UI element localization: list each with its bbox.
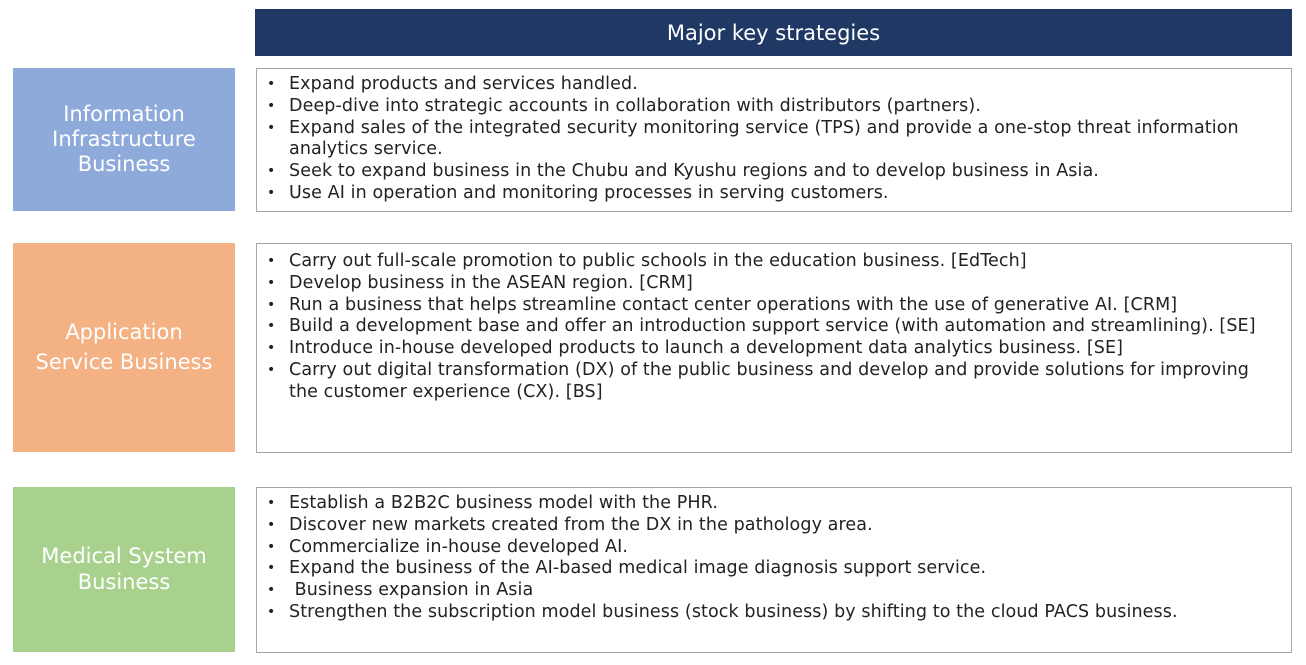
info-infra-label-box bbox=[13, 68, 235, 211]
info-infra-list bbox=[267, 74, 1279, 205]
strategies-header bbox=[255, 9, 1292, 56]
strategy-item: • Seek to expand business in the Chubu and Kyushu regions and to develop business in Asia. bbox=[267, 161, 1279, 183]
strategy-item: • Discover new markets created from the DX in the pathology area. bbox=[267, 515, 1279, 537]
medical-label-box bbox=[13, 487, 235, 652]
info-infra-label: Information Infrastructure Business bbox=[52, 101, 196, 177]
medical-strategies bbox=[256, 487, 1292, 653]
app-service-label: Application Service Business bbox=[35, 320, 213, 374]
header-title: Major key strategies bbox=[666, 20, 881, 45]
strategy-item: • Expand sales of the integrated security monitoring service (TPS) and provide a one-stop threat information analytics service. bbox=[267, 118, 1279, 162]
app-service-label-box bbox=[13, 243, 235, 452]
strategy-item: • Business expansion in Asia bbox=[267, 580, 1279, 602]
app-service-list bbox=[267, 251, 1279, 404]
strategy-item: • Carry out full-scale promotion to public schools in the education business. [EdTech] bbox=[267, 251, 1279, 273]
strategy-item: • Expand the business of the AI-based medical image diagnosis support service. bbox=[267, 558, 1279, 580]
strategy-item: • Introduce in-house developed products to launch a development data analytics business. [SE] bbox=[267, 338, 1279, 360]
medical-list bbox=[267, 493, 1279, 624]
strategy-item: • Run a business that helps streamline contact center operations with the use of generative AI. [CRM] bbox=[267, 295, 1279, 317]
strategy-item: • Establish a B2B2C business model with the PHR. bbox=[267, 493, 1279, 515]
app-service-strategies bbox=[256, 243, 1292, 453]
strategy-item: • Develop business in the ASEAN region. [CRM] bbox=[267, 273, 1279, 295]
medical-label: Medical System Business bbox=[41, 544, 207, 594]
strategy-item: • Carry out digital transformation (DX) of the public business and develop and provide solutions for improving the customer experience (CX). [BS] bbox=[267, 360, 1279, 404]
strategy-item: • Commercialize in-house developed AI. bbox=[267, 537, 1279, 559]
info-infra-strategies bbox=[256, 68, 1292, 212]
strategy-item: • Build a development base and offer an introduction support service (with automation and streamlining). [SE] bbox=[267, 316, 1279, 338]
strategy-item: • Use AI in operation and monitoring processes in serving customers. bbox=[267, 183, 1279, 205]
strategy-item: • Deep-dive into strategic accounts in collaboration with distributors (partners). bbox=[267, 96, 1279, 118]
strategy-item: • Strengthen the subscription model business (stock business) by shifting to the cloud PACS business. bbox=[267, 602, 1279, 624]
strategy-item: • Expand products and services handled. bbox=[267, 74, 1279, 96]
